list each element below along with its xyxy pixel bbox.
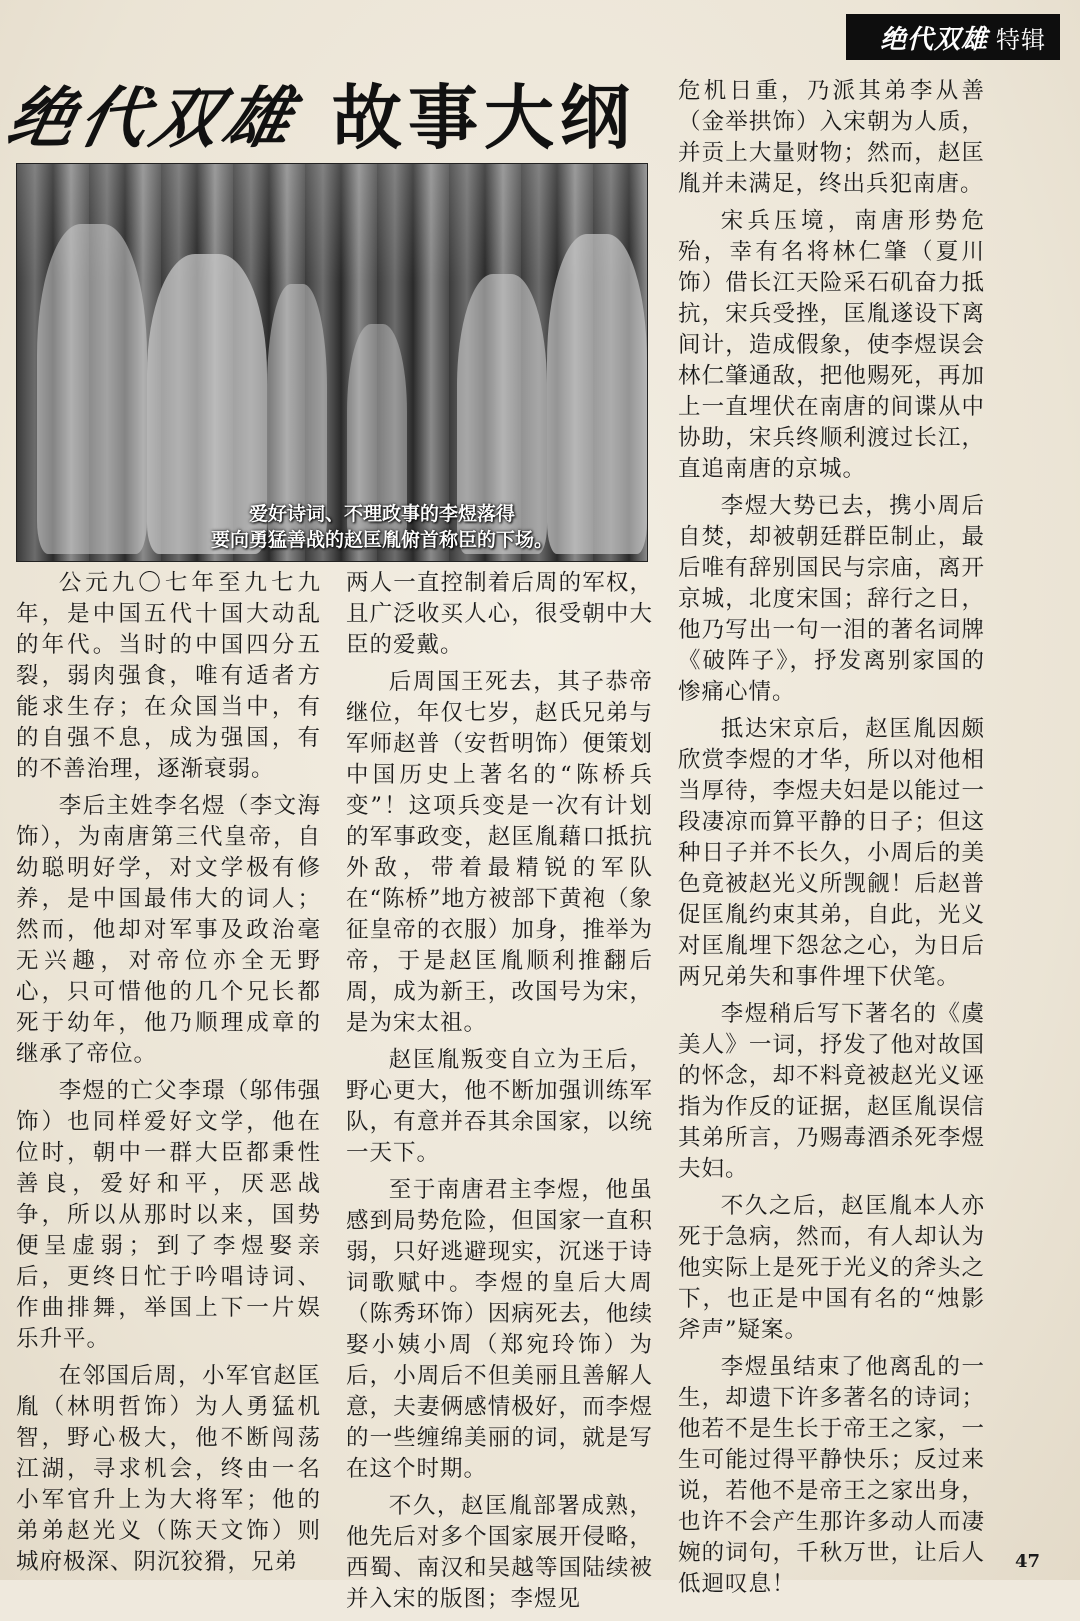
paragraph: 宋兵压境，南唐形势危殆，幸有名将林仁肇（夏川饰）借长江天险采石矶奋力抵抗，宋兵受挫，匡胤遂设下离间计，造成假象，使李煜误会林仁肇通敌，把他赐死，再加上一直埋伏在南唐的间谍从中协助，宋兵终顺利渡过长江，直追南唐的京城。 [678, 208, 985, 482]
paragraph: 不久之后，赵匡胤本人亦死于急病，然而，有人却认为他实际上是死于光义的斧头之下，也正是中国有名的“烛影斧声”疑案。 [678, 1193, 985, 1343]
section-tag [846, 14, 1060, 60]
paragraph: 不久，赵匡胤部署成熟，他先后对多个国家展开侵略，西蜀、南汉和吴越等国陆续被并入宋的版图；李煜见 [346, 1493, 653, 1612]
paragraph: 至于南唐君主李煜，他虽感到局势危险，但国家一直积弱，只好逃避现实，沉迷于诗词歌赋中。李煜的皇后大周（陈秀环饰）因病死去，他续娶小姨小周（郑宛玲饰）为后，小周后不但美丽且善解人意，夫妻俩感情极好，而李煜的一些缠绵美丽的词，就是写在这个时期。 [346, 1177, 653, 1482]
caption-line-1: 爱好诗词、不理政事的李煜落得 [248, 503, 515, 525]
photo-caption [127, 501, 637, 553]
paragraph-continued: 两人一直控制着后周的军权，且广泛收买人心，很受朝中大臣的爱戴。 [346, 570, 653, 658]
still-photo [16, 163, 648, 562]
page-number: 47 [1014, 1551, 1040, 1572]
paragraph: 李后主姓李名煜（李文海饰），为南唐第三代皇帝，自幼聪明好学，对文学极有修养，是中国最伟大的词人；然而，他却对军事及政治毫无兴趣，对帝位亦全无野心，只可惜他的几个兄长都死于幼年，他乃顺理成章的继承了帝位。 [16, 793, 321, 1067]
headline-title: 故事大纲 [332, 79, 636, 157]
headline [0, 60, 650, 165]
paragraph-continued: 危机日重，乃派其弟李从善（金举拱饰）入宋朝为人质，并贡上大量财物；然而，赵匡胤并未满足，终出兵犯南唐。 [678, 78, 985, 197]
caption-line-2: 要向勇猛善战的赵匡胤俯首称臣的下场。 [210, 529, 553, 551]
article-column-1 [16, 568, 321, 1584]
article-column-3 [678, 76, 985, 1606]
paragraph: 抵达宋京后，赵匡胤因颇欣赏李煜的才华，所以对他相当厚待，李煜夫妇是以能过一段凄凉而算平静的日子；但这种日子并不长久，小周后的美色竟被赵光义所觊觎！后赵普促匡胤约束其弟，自此，光义对匡胤埋下怨忿之心，为日后两兄弟失和事件埋下伏笔。 [678, 716, 985, 990]
paragraph: 李煜大势已去，携小周后自焚，却被朝廷群臣制止，最后唯有辞别国民与宗庙，离开京城，北度宋国；辞行之日，他乃写出一句一泪的著名词牌《破阵子》，抒发离别家国的惨痛心情。 [678, 493, 985, 705]
section-label: 特辑 [996, 25, 1046, 54]
paragraph: 李煜虽结束了他离乱的一生，却遗下许多著名的诗词；他若不是生长于帝王之家，一生可能过得平静快乐；反过来说，若他不是帝王之家出身，也许不会产生那许多动人而凄婉的词句，千秋万世，让后人低迴叹息！ [678, 1354, 985, 1597]
paragraph: 李煜的亡父李璟（邬伟强饰）也同样爱好文学，他在位时，朝中一群大臣都秉性善良，爱好和平，厌恶战争，所以从那时以来，国势便呈虚弱；到了李煜娶亲后，更终日忙于吟唱诗词、作曲排舞，举国上下一片娱乐升平。 [16, 1078, 321, 1352]
series-title: 绝代双雄 [879, 24, 988, 55]
paragraph: 在邻国后周，小军官赵匡胤（林明哲饰）为人勇猛机智，野心极大，他不断闯荡江湖，寻求机会，终由一名小军官升上为大将军；他的弟弟赵光义（陈天文饰）则城府极深、阴沉狡猾，兄弟 [16, 1363, 321, 1575]
paragraph: 赵匡胤叛变自立为王后，野心更大，他不断加强训练军队，有意并吞其余国家，以统一天下。 [346, 1047, 653, 1166]
headline-calligraphy: 绝代双雄 [0, 79, 306, 157]
paragraph: 公元九〇七年至九七九年，是中国五代十国大动乱的年代。当时的中国四分五裂，弱肉强食，唯有适者方能求生存；在众国当中，有的自强不息，成为强国，有的不善治理，逐渐衰弱。 [16, 570, 321, 782]
paragraph: 李煜稍后写下著名的《虞美人》一词，抒发了他对故国的怀念，却不料竟被赵光义诬指为作反的证据，赵匡胤误信其弟所言，乃赐毒酒杀死李煜夫妇。 [678, 1001, 985, 1182]
article-column-2 [346, 568, 653, 1621]
paragraph: 后周国王死去，其子恭帝继位，年仅七岁，赵氏兄弟与军师赵普（安哲明饰）便策划中国历史上著名的“陈桥兵变”！这项兵变是一次有计划的军事政变，赵匡胤藉口抵抗外敌，带着最精锐的军队在“陈桥”地方被部下黄袍（象征皇帝的衣服）加身，推举为帝，于是赵匡胤顺利推翻后周，成为新王，改国号为宋，是为宋太祖。 [346, 669, 654, 1036]
